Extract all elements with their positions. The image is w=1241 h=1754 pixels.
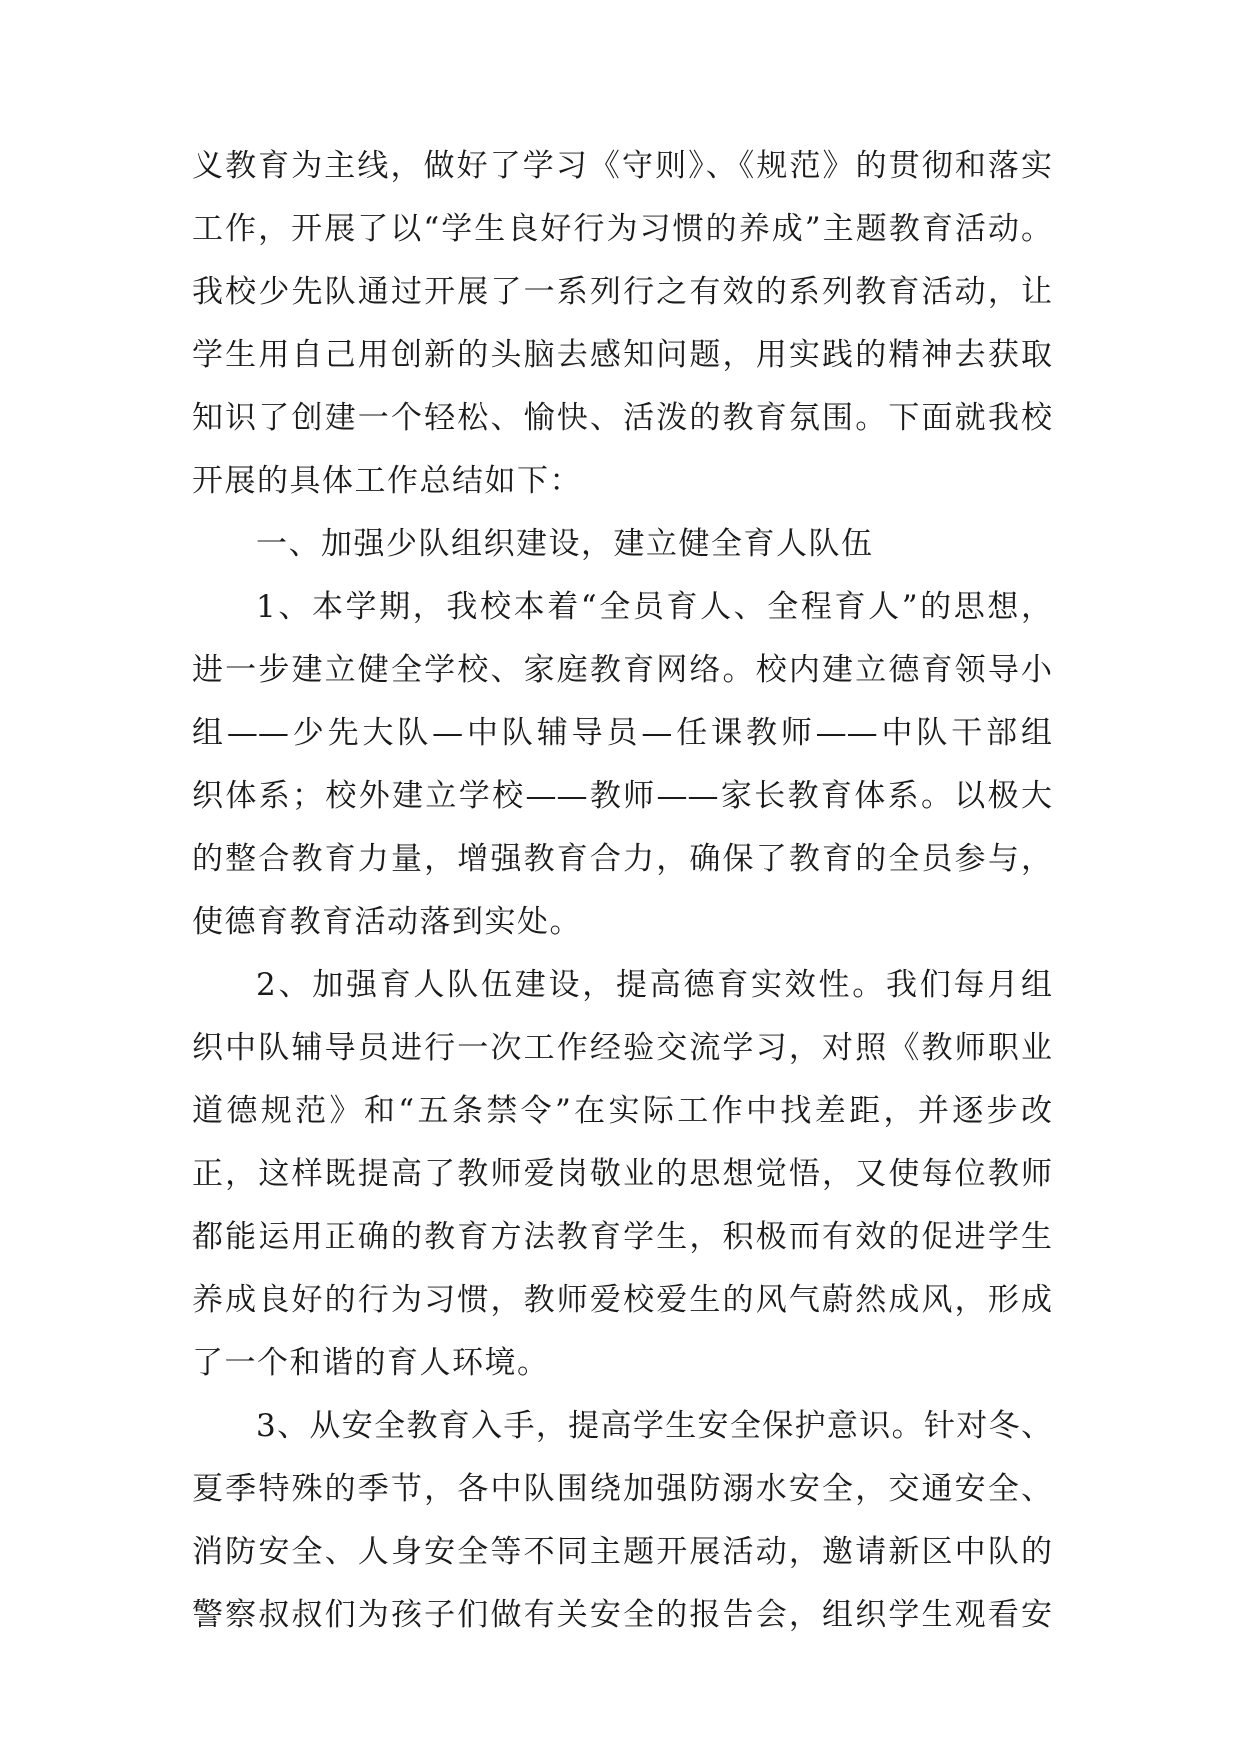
paragraph-line: 织体系；校外建立学校——教师——家长教育体系。以极大 <box>192 778 1052 814</box>
paragraph-line: 正，这样既提高了教师爱岗敬业的思想觉悟，又使每位教师 <box>192 1156 1052 1192</box>
paragraph-line: 警察叔叔们为孩子们做有关安全的报告会，组织学生观看安 <box>192 1597 1052 1633</box>
paragraph-line: 义教育为主线，做好了学习《守则》、《规范》的贯彻和落实 <box>192 148 1052 184</box>
paragraph-line: 夏季特殊的季节，各中队围绕加强防溺水安全，交通安全、 <box>192 1471 1052 1507</box>
paragraph-line: 知识了创建一个轻松、愉快、活泼的教育氛围。下面就我校 <box>192 400 1052 436</box>
paragraph-line: 织中队辅导员进行一次工作经验交流学习，对照《教师职业 <box>192 1030 1052 1066</box>
paragraph-line: 3、从安全教育入手，提高学生安全保护意识。针对冬、 <box>256 1408 1052 1444</box>
paragraph-line: 了一个和谐的育人环境。 <box>192 1345 550 1381</box>
paragraph-line: 1、本学期，我校本着“全员育人、全程育人”的思想， <box>256 589 1052 625</box>
paragraph-line: 进一步建立健全学校、家庭教育网络。校内建立德育领导小 <box>192 652 1052 688</box>
paragraph-line: 道德规范》和“五条禁令”在实际工作中找差距，并逐步改 <box>192 1093 1052 1129</box>
paragraph-line: 工作，开展了以“学生良好行为习惯的养成”主题教育活动。 <box>192 211 1052 247</box>
section-heading: 一、加强少队组织建设，建立健全育人队伍 <box>256 526 874 562</box>
paragraph-line: 都能运用正确的教育方法教育学生，积极而有效的促进学生 <box>192 1219 1052 1255</box>
paragraph-line: 开展的具体工作总结如下： <box>192 463 582 499</box>
paragraph-line: 养成良好的行为习惯，教师爱校爱生的风气蔚然成风，形成 <box>192 1282 1052 1318</box>
paragraph-line: 2、加强育人队伍建设，提高德育实效性。我们每月组 <box>256 967 1052 1003</box>
paragraph-line: 我校少先队通过开展了一系列行之有效的系列教育活动，让 <box>192 274 1052 310</box>
paragraph-line: 学生用自己用创新的头脑去感知问题，用实践的精神去获取 <box>192 337 1052 373</box>
paragraph-line: 的整合教育力量，增强教育合力，确保了教育的全员参与， <box>192 841 1052 877</box>
paragraph-line: 组——少先大队—中队辅导员—任课教师——中队干部组 <box>192 715 1052 751</box>
paragraph-line: 使德育教育活动落到实处。 <box>192 904 582 940</box>
paragraph-line: 消防安全、人身安全等不同主题开展活动，邀请新区中队的 <box>192 1534 1052 1570</box>
